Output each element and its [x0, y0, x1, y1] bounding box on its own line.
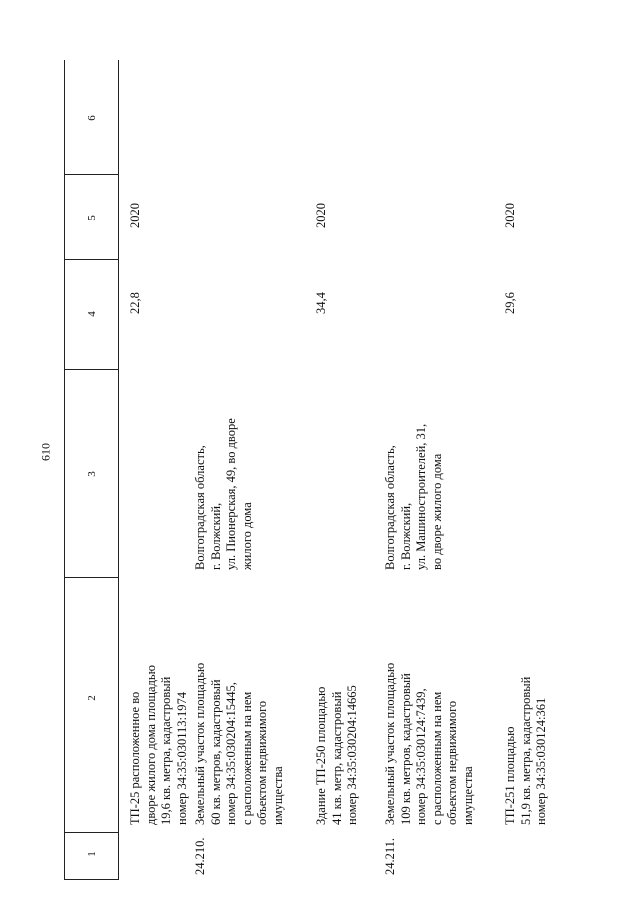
row-0-value: 22,8 — [128, 292, 142, 314]
text-line: Волгоградская область, — [383, 445, 397, 570]
page-number: 610 — [38, 443, 53, 461]
col-divider-6 — [64, 174, 119, 175]
text-line: объектом недвижимого — [445, 700, 459, 825]
header-num-4: 4 — [86, 311, 98, 317]
text-line: Волгоградская область, — [193, 445, 207, 570]
row-tp251-year: 2020 — [503, 203, 517, 228]
text-line: во дворе жилого дома — [429, 453, 444, 570]
text-line: Земельный участок площадью — [383, 662, 397, 825]
row-tp250-object — [314, 685, 361, 825]
row-tp251-object — [503, 677, 550, 825]
col-divider-5 — [64, 259, 119, 260]
header-num-2: 2 — [86, 695, 98, 701]
text-line: номер 34:35:030124:7439, — [414, 688, 428, 825]
text-line: 51,9 кв. метра, кадастровый — [518, 676, 533, 825]
text-line: 60 кв. метров, кадастровый — [208, 679, 223, 825]
header-num-5: 5 — [86, 215, 98, 221]
row-24-211-object — [383, 663, 476, 825]
row-tp250-year: 2020 — [314, 203, 328, 228]
text-line: ТП-251 площадью — [503, 726, 517, 825]
row-24-211-id: 24.211. — [383, 837, 397, 875]
row-24-210-id: 24.210. — [193, 837, 207, 875]
row-tp250-value: 34,4 — [314, 292, 328, 314]
text-line: номер 34:35:030204:15445, — [224, 682, 238, 825]
text-line: с расположенным на нем — [429, 691, 444, 825]
text-line: ул. Машиностроителей, 31, — [414, 423, 428, 570]
text-line: номер 34:35:030113:1974 — [174, 692, 189, 825]
col-divider-2 — [64, 832, 119, 833]
row-0-object — [128, 665, 190, 825]
text-line: 41 кв. метр, кадастровый — [329, 691, 344, 825]
row-24-211-address — [383, 424, 445, 570]
header-num-3: 3 — [86, 471, 98, 477]
row-tp251-value: 29,6 — [503, 292, 517, 314]
col-divider-1 — [64, 879, 119, 880]
header-top-border — [64, 60, 65, 880]
row-24-210-address — [193, 418, 255, 570]
text-line: номер 34:35:030124:361 — [534, 697, 548, 825]
text-line: ул. Пионерская, 49, во дворе — [224, 418, 238, 570]
text-line: с расположенным на нем — [239, 691, 254, 825]
text-line: дворе жилого дома площадью — [143, 665, 158, 825]
header-num-1: 1 — [86, 851, 98, 857]
text-line: Здание ТП-250 площадью — [314, 686, 328, 825]
text-line: имущества — [460, 766, 475, 825]
text-line: жилого дома — [239, 502, 254, 570]
text-line: имущества — [270, 766, 285, 825]
col-divider-4 — [64, 369, 119, 370]
text-line: 109 кв. метров, кадастровый — [398, 673, 413, 825]
rotated-table — [60, 60, 595, 880]
text-line: номер 34:35:030204:14665 — [345, 685, 359, 825]
text-line: объектом недвижимого — [255, 700, 269, 825]
header-bottom-border — [118, 60, 119, 880]
text-line: 19,6 кв. метра, кадастровый — [159, 676, 173, 825]
text-line: г. Волжский, — [398, 502, 413, 570]
text-line: г. Волжский, — [208, 502, 223, 570]
row-24-210-object — [193, 663, 286, 825]
row-0-year: 2020 — [128, 203, 142, 228]
text-line: ТП-25 расположенное во — [128, 691, 142, 825]
text-line: Земельный участок площадью — [193, 662, 207, 825]
header-num-6: 6 — [86, 115, 98, 121]
col-divider-3 — [64, 577, 119, 578]
